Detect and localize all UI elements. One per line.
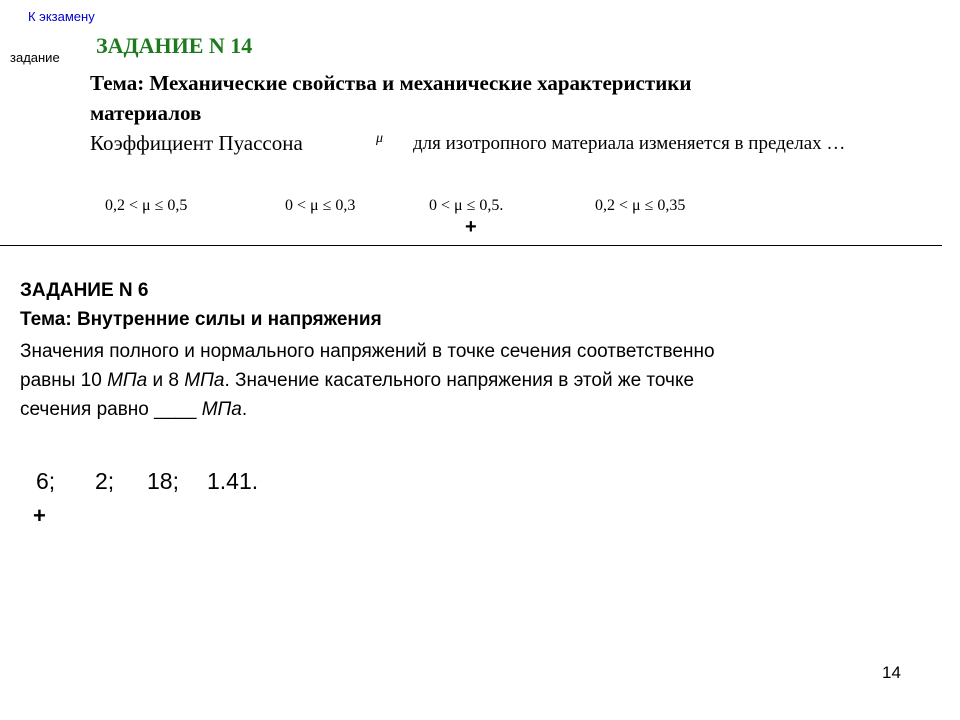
task6-answer-2[interactable]: 2; (95, 468, 115, 494)
task14-option-1[interactable]: 0,2 < μ ≤ 0,5 (105, 197, 188, 214)
task14-question-part2: для изотропного материала изменяется в пределах … (413, 133, 846, 154)
task14-option-3[interactable]: 0 < μ ≤ 0,5. (429, 197, 504, 214)
task14-topic (90, 68, 692, 128)
task6-title: ЗАДАНИЕ N 6 (20, 280, 149, 301)
task14-option-4[interactable]: 0,2 < μ ≤ 0,35 (595, 197, 686, 214)
task6-answer-1[interactable]: 6; (36, 468, 56, 494)
task6-question-line2: равны 10 МПа и 8 МПа. Значение касательного напряжения в этой же точке (20, 370, 695, 391)
task14-option-2[interactable]: 0 < μ ≤ 0,3 (285, 197, 356, 214)
page-number: 14 (882, 663, 901, 682)
back-to-exam-link[interactable]: К экзамену (28, 9, 95, 24)
task6-question-line3: сечения равно ____ МПа. (20, 399, 248, 420)
task6-correct-mark: + (33, 503, 46, 528)
task14-question-part1: Коэффициент Пуассона (90, 131, 303, 155)
task-side-label: задание (10, 50, 60, 65)
poisson-symbol: μ (376, 131, 384, 146)
task14-correct-mark: + (465, 216, 477, 238)
task14-topic-line1: Тема: Механические свойства и механические характеристики (90, 71, 692, 95)
task14-title: ЗАДАНИЕ N 14 (96, 33, 253, 58)
task6-question-line1: Значения полного и нормального напряжений в точке сечения соответственно (20, 341, 715, 362)
task6-answer-3[interactable]: 18; (147, 468, 179, 494)
task14-topic-line2: материалов (90, 101, 202, 125)
task6-answer-4[interactable]: 1.41. (207, 468, 259, 494)
task6-question (20, 337, 920, 424)
task6-topic: Тема: Внутренние силы и напряжения (20, 309, 382, 330)
section-divider (0, 245, 942, 246)
